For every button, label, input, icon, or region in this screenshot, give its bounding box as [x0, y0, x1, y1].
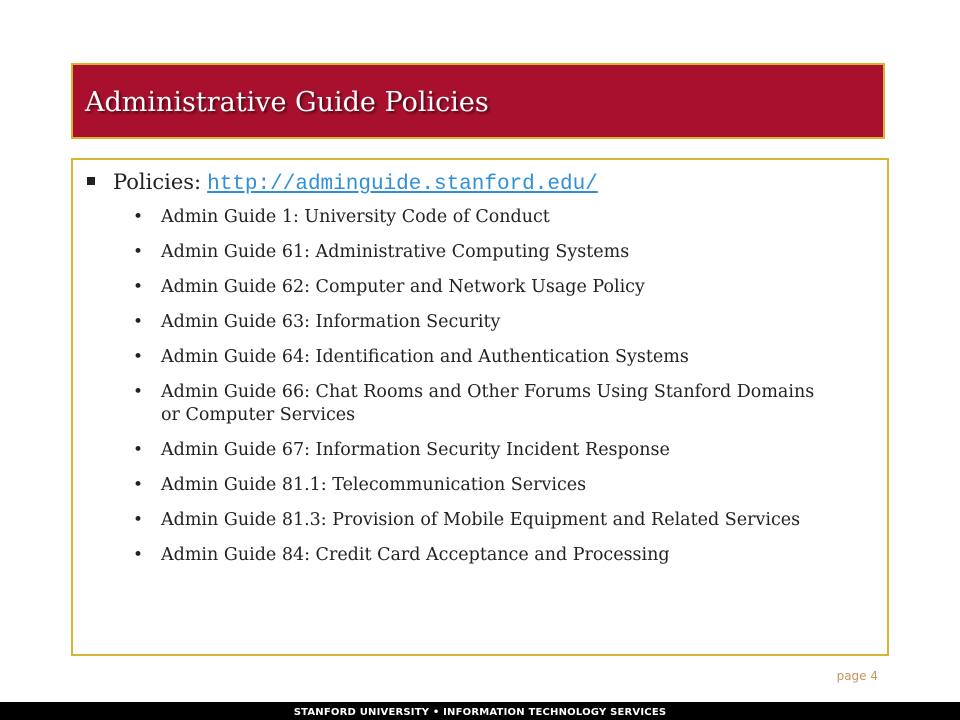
policies-line	[87, 170, 598, 196]
guide-text: Admin Guide 81.3: Provision of Mobile Equipment and Related Services	[161, 510, 801, 531]
dot-bullet-icon: •	[133, 510, 144, 531]
square-bullet-icon	[87, 177, 95, 185]
list-item	[133, 509, 833, 532]
guide-text: Admin Guide 1: University Code of Conduct	[161, 207, 550, 227]
list-item	[133, 544, 833, 567]
guide-list	[133, 206, 833, 579]
list-item	[133, 439, 833, 462]
dot-bullet-icon: •	[133, 475, 144, 496]
list-item	[133, 241, 833, 264]
list-item	[133, 346, 833, 369]
footer-bar	[0, 702, 960, 720]
page-number: page 4	[836, 669, 878, 683]
dot-bullet-icon: •	[133, 382, 144, 403]
dot-bullet-icon: •	[133, 277, 144, 298]
slide-title: Administrative Guide Policies	[85, 87, 489, 118]
guide-text: Admin Guide 64: Identification and Authentication Systems	[161, 347, 689, 368]
list-item	[133, 474, 833, 497]
guide-text: Admin Guide 63: Information Security	[161, 312, 501, 333]
guide-text: Admin Guide 66: Chat Rooms and Other Forums Using Stanford Domains or Computer Services	[161, 382, 815, 425]
guide-text: Admin Guide 61: Administrative Computing Systems	[161, 242, 630, 263]
guide-text: Admin Guide 62: Computer and Network Usage Policy	[161, 277, 645, 298]
dot-bullet-icon: •	[133, 242, 144, 263]
guide-text: Admin Guide 84: Credit Card Acceptance and Processing	[161, 545, 670, 566]
list-item	[133, 311, 833, 334]
policies-label: Policies:	[113, 170, 202, 194]
dot-bullet-icon: •	[133, 347, 144, 368]
guide-text: Admin Guide 81.1: Telecommunication Services	[161, 475, 587, 496]
guide-text: Admin Guide 67: Information Security Incident Response	[161, 440, 670, 461]
footer-text: STANFORD UNIVERSITY • INFORMATION TECHNOLOGY SERVICES	[293, 707, 667, 718]
dot-bullet-icon: •	[133, 545, 144, 566]
dot-bullet-icon: •	[133, 440, 144, 461]
dot-bullet-icon: •	[133, 207, 144, 227]
list-item	[133, 381, 833, 426]
adminguide-link[interactable]: http://adminguide.stanford.edu/	[207, 173, 598, 196]
list-item	[133, 206, 833, 229]
list-item	[133, 276, 833, 299]
dot-bullet-icon: •	[133, 312, 144, 333]
content-box	[71, 158, 889, 656]
title-bar	[71, 63, 885, 139]
